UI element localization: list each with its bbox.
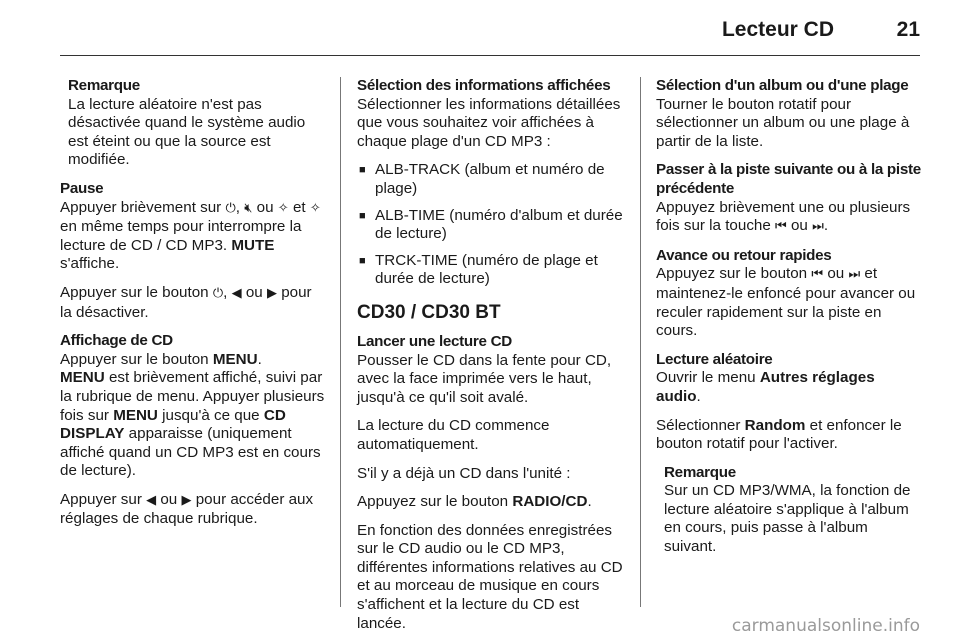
text: Appuyer sur le bouton: [60, 283, 209, 301]
info-options-list: [357, 161, 627, 289]
launch-paragraph-1: Pousser le CD dans la fente pour CD, avec la face imprimée vers le haut, jusqu'à ce qu'il soit avalé.: [357, 351, 612, 406]
display-paragraph-2: [60, 369, 326, 481]
text: et enfoncer le bouton rotatif pour l'activer.: [656, 416, 902, 453]
header-rule: [60, 55, 920, 56]
text: jusqu'à ce que: [162, 406, 260, 424]
left-arrow-icon: ◀: [146, 492, 157, 508]
skip-paragraph: [656, 199, 922, 237]
next-track-icon: ⏭: [812, 219, 824, 235]
next-track-icon: ⏭: [848, 267, 861, 283]
text: Appuyez sur le bouton: [357, 493, 509, 511]
right-arrow-icon: ▶: [266, 285, 277, 301]
text: Appuyer sur: [60, 490, 142, 508]
note-text: Sur un CD MP3/WMA, la fonction de lecture aléatoire s'applique à l'album en cours, puis passe à l'album suivant.: [664, 482, 911, 556]
mute-icon: 🔇︎: [244, 200, 253, 216]
note-title: Remarque: [664, 463, 736, 481]
previous-track-icon: ⏮: [811, 267, 824, 283]
list-item: ■ TRCK-TIME (numéro de plage et durée de lecture): [357, 252, 627, 289]
list-item: ■ ALB-TIME (numéro d'album et durée de lecture): [357, 207, 627, 244]
menu-label: MENU: [113, 406, 158, 424]
text: .: [823, 217, 829, 235]
note-text: La lecture aléatoire n'est pas désactivée quand le système audio est éteint ou que la source est modifiée.: [68, 95, 306, 169]
text: apparaisse (uniquement affiché quand un CD MP3 est en cours de lecture).: [60, 425, 321, 480]
text: Appuyer brièvement sur: [60, 198, 222, 216]
column-divider: [340, 77, 341, 607]
selection-paragraph: Sélectionner les informations détaillées que vous souhaitez voir affichées à chaque plage d'un CD MP3 :: [357, 95, 621, 150]
volume-icon: ✧: [309, 200, 321, 216]
launch-paragraph-4: [357, 493, 627, 512]
right-arrow-icon: ▶: [181, 492, 192, 508]
column-2: [357, 77, 627, 633]
text: Ouvrir le menu: [656, 369, 756, 387]
text: est brièvement affiché, suivi par la rubrique de menu. Appuyer plusieurs fois sur: [60, 369, 325, 424]
text: et: [292, 198, 306, 216]
page-number: 21: [896, 18, 920, 41]
launch-heading: Lancer une lecture CD: [357, 332, 512, 350]
launch-paragraph-3: S'il y a déjà un CD dans l'unité :: [357, 464, 571, 482]
display-paragraph-1: [60, 351, 326, 370]
pause-heading: Pause: [60, 179, 104, 197]
power-icon: ⏻: [225, 200, 236, 216]
page-header: [0, 0, 960, 60]
pause-paragraph-2: Appuyer sur le bouton ⏻, ◀ ou ▶ pour la désactiver.: [60, 283, 312, 321]
menu-label: MENU: [212, 350, 258, 368]
watermark: carmanualsonline.info: [731, 616, 920, 636]
page-title: Lecteur CD: [721, 18, 834, 41]
column-divider: [640, 77, 641, 607]
text: ou: [256, 198, 274, 216]
audio-settings-label: Autres réglages audio: [656, 369, 875, 405]
note-box: [60, 77, 326, 170]
text: pour la désactiver.: [60, 283, 312, 321]
list-item: ■ ALB-TRACK (album et numéro de plage): [357, 161, 627, 198]
text: .: [696, 387, 701, 405]
power-icon: ⏻: [212, 285, 224, 301]
radio-cd-label: RADIO/CD: [512, 493, 588, 511]
note-box: [656, 464, 922, 557]
text: s'affiche.: [60, 255, 120, 273]
mute-label: MUTE: [231, 236, 275, 254]
launch-paragraph-5: En fonction des données enregistrées sur le CD audio ou le CD MP3, différentes informations relatives au CD et au morceau de musique en cours s'affichent et la lecture du CD est lancée.: [357, 521, 623, 632]
pause-paragraph-1: Appuyer brièvement sur ⏻, 🔇︎ ou ✧ et ✧ en même temps pour interrompre la lecture de CD / CD MP3. MUTE s'affiche.: [60, 198, 321, 273]
text: ou: [245, 283, 263, 301]
note-title: Remarque: [68, 77, 140, 94]
cd30-heading: CD30 / CD30 BT: [357, 301, 501, 323]
text: Sélectionner: [656, 416, 741, 434]
skip-heading: Passer à la piste suivante ou à la piste précédente: [656, 161, 921, 197]
text: ou: [790, 217, 808, 235]
display-paragraph-3: [60, 491, 326, 529]
random-label: Random: [744, 416, 806, 434]
album-heading: Sélection d'un album ou d'une plage: [656, 77, 909, 94]
left-arrow-icon: ◀: [231, 285, 242, 301]
text: .: [587, 493, 592, 511]
random-heading: Lecture aléatoire: [656, 350, 773, 368]
random-paragraph-1: [656, 369, 922, 406]
display-heading: Affichage de CD: [60, 332, 173, 350]
fast-forward-heading: Avance ou retour rapides: [656, 246, 832, 264]
text: ou: [160, 490, 178, 508]
random-paragraph-2: [656, 417, 922, 454]
previous-track-icon: ⏮: [775, 219, 787, 235]
album-paragraph: Tourner le bouton rotatif pour sélectionner un album ou une plage à partir de la liste.: [656, 95, 910, 150]
text: en même temps pour interrompre la lecture de CD / CD MP3.: [60, 218, 302, 254]
cd-display-label: CD DISPLAY: [60, 406, 286, 443]
pause-section: [60, 180, 326, 322]
fast-forward-paragraph: [656, 265, 922, 340]
text: ou: [827, 265, 845, 283]
column-3: [656, 77, 922, 567]
display-section: [60, 332, 326, 529]
text: Appuyez sur le bouton: [656, 265, 808, 283]
volume-icon: ✧: [277, 200, 289, 216]
text: .: [257, 350, 262, 368]
selection-heading: Sélection des informations affichées: [357, 77, 611, 94]
text: pour accéder aux réglages de chaque rubrique.: [60, 490, 314, 528]
menu-label: MENU: [60, 369, 105, 387]
text: Appuyez brièvement une ou plusieurs fois sur la touche: [656, 198, 911, 235]
text: et maintenez-le enfoncé pour avancer ou reculer rapidement sur la piste en cours.: [656, 265, 916, 340]
column-1: [60, 77, 326, 539]
text: Appuyer sur le bouton: [60, 350, 209, 368]
launch-paragraph-2: La lecture du CD commence automatiquement.: [357, 417, 550, 453]
